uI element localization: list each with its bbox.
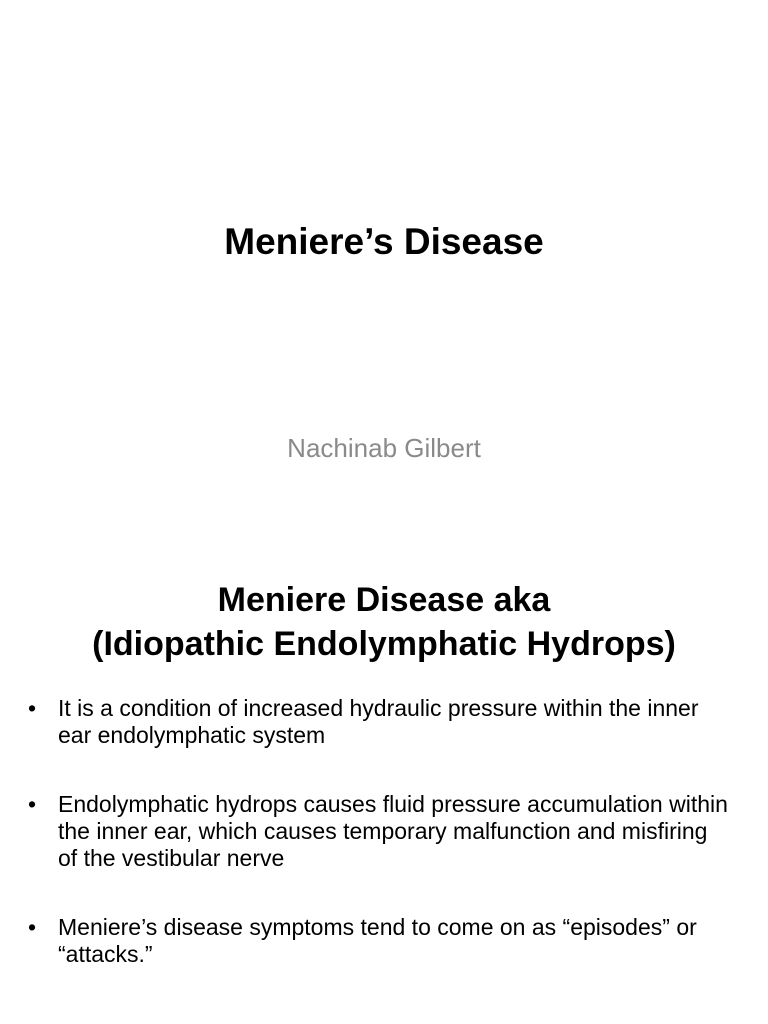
bullet-list xyxy=(0,695,768,1010)
title-line-2: (Idiopathic Endolymphatic Hydrops) xyxy=(92,625,676,663)
content-slide-title xyxy=(0,578,768,666)
bullet-dot-icon: • xyxy=(28,791,37,817)
slide-title: Meniere’s Disease xyxy=(224,221,544,262)
bullet-text: It is a condition of increased hydraulic pressure within the inner ear endolymphatic system xyxy=(58,695,699,748)
author-subtitle: Nachinab Gilbert xyxy=(287,433,481,463)
bullet-dot-icon: • xyxy=(28,914,37,940)
bullet-item xyxy=(0,695,768,749)
title-line-1: Meniere Disease aka xyxy=(217,581,551,619)
content-slide xyxy=(0,576,768,1024)
bullet-item xyxy=(0,791,768,872)
bullet-text: Endolymphatic hydrops causes fluid pressure accumulation within the inner ear, which causes temporary malfunction and misfiring of the vestibular nerve xyxy=(58,791,728,871)
bullet-text: Meniere’s disease symptoms tend to come on as “episodes” or “attacks.” xyxy=(58,914,697,967)
bullet-item xyxy=(0,914,768,968)
bullet-dot-icon: • xyxy=(28,695,37,721)
